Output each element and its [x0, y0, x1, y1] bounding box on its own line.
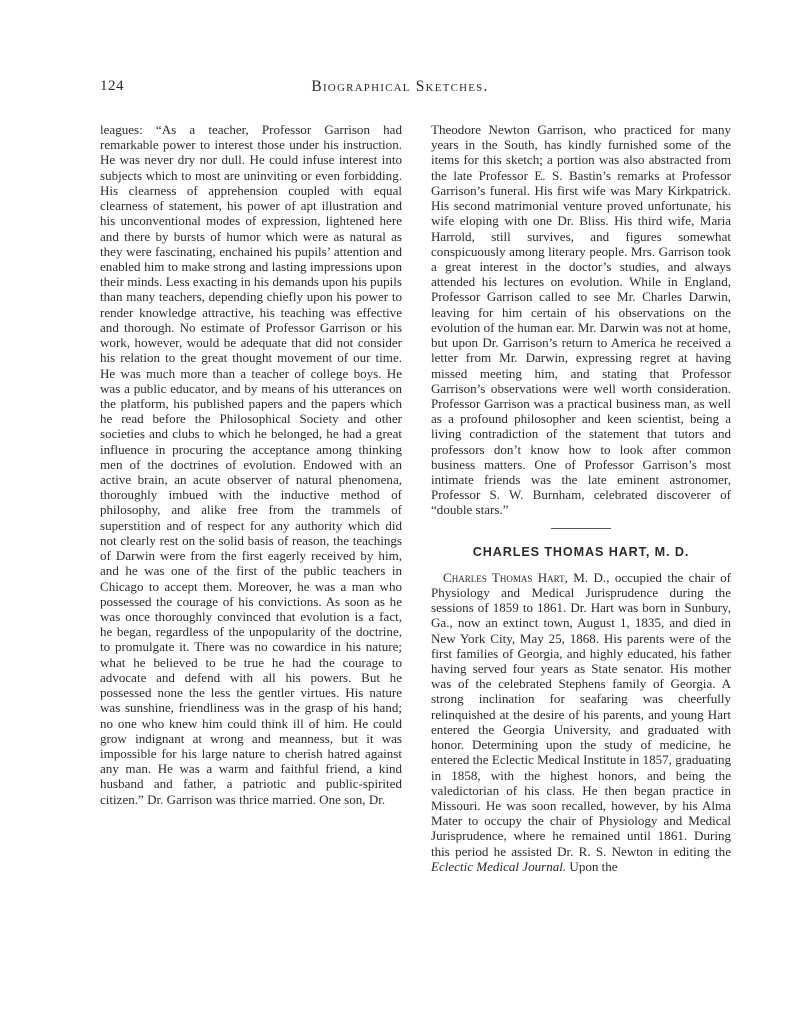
- left-column: [100, 122, 402, 807]
- body-paragraph: [431, 570, 731, 874]
- paragraph-text: , M. D., occupied the chair of Physiology and Medical Jurisprudence during the sessions of 1859 to 1861. Dr. Hart was born in Sunbury, Ga., now an extinct town, August 1, 1835, and died in New York City, May 25, 1868. His parents were of the first families of Georgia, and highly educated, his father having served four years as State senator. His mother was of the celebrated Stephens family of Georgia. A strong inclination for seafaring was cheerfully relinquished at the desire of his parents, and young Hart entered the Georgia University, and graduated with honor. Determining upon the study of medicine, he entered the Eclectic Medical Institute in 1857, graduating in 1858, with the highest honors, and being the valedictorian of his class. He then began practice in Missouri. He was soon recalled, however, by his Alma Mater to occupy the chair of Physiology and Medical Jurisprudence, where he remained until 1861. During this period he assisted Dr. R. S. Newton in editing the: [431, 569, 731, 859]
- body-paragraph: leagues: “As a teacher, Professor Garrison had remarkable power to interest those under his instruction. He was never dry nor dull. He could infuse interest into subjects which to most are uninviting or even forbidding. His clearness of apprehension coupled with equal clearness of statement, his power of apt illustration and his unconventional modes of expression, lightened here and there by bursts of humor which were as natural as they were fascinating, enchained his pupils’ attention and enabled him to make strong and lasting impressions upon their minds. Less exacting in his demands upon his pupils than many teachers, depending chiefly upon his power to render knowledge attractive, his teaching was effective and thorough. No estimate of Professor Garrison or his work, however, would be adequate that did not consider his relation to the great thought movement of our time. He was much more than a teacher of college boys. He was a public educator, and by means of his utterances on the platform, his published papers and the papers which he read before the Philosophical Society and other societies and clubs to which he belonged, he had a great influence in procuring the acceptance among thinking men of the doctrines of evolution. Endowed with an active brain, an acute observer of natural phenomena, thoroughly imbued with the inductive method of philosophy, and alike free from the trammels of superstition and of respect for any authority which did not clearly rest on the solid basis of reason, the teachings of Darwin were from the first eagerly received by him, and he was one of the first of the public teachers in Chicago to accept them. Moreover, he was a man who possessed the courage of his convictions. As soon as he was once thoroughly convinced that evolution is a fact, he began, regardless of the unpopularity of the doctrine, to promulgate it. There was no cowardice in his nature; what he believed to be true he had the courage to advocate and defend with all his powers. But he possessed none the less the gentler virtues. His nature was sunshine, friendliness was in the grasp of his hand; no one who knew him could think ill of him. He could grow indignant at wrong and meanness, but it was impossible for his large nature to cherish hatred against any man. He was a warm and faithful friend, a kind husband and father, a patriotic and public-spirited citizen.” Dr. Garrison was thrice married. One son, Dr.: [100, 122, 402, 807]
- running-head: [0, 78, 800, 102]
- paragraph-text-tail: Upon the: [566, 858, 618, 874]
- running-title: Biographical Sketches.: [311, 78, 489, 95]
- page-number: 124: [100, 78, 124, 94]
- section-divider: [551, 528, 611, 529]
- journal-title: Eclectic Medical Journal.: [431, 858, 567, 874]
- body-paragraph: Theodore Newton Garrison, who practiced for many years in the South, has kindly furnished some of the items for this sketch; a portion was also abstracted from the late Professor E. S. Bastin’s remarks at Professor Garrison’s funeral. His first wife was Mary Kirkpatrick. His second matrimonial venture proved unfortunate, his wife eloping with one Dr. Bliss. His third wife, Maria Harrold, still survives, and figures somewhat conspicuously among literary people. Mrs. Garrison took a great interest in the doctor’s studies, and always attended his lectures on evolution. While in England, Professor Garrison called to see Mr. Charles Darwin, leaving for him certain of his observations on the evolution of the human ear. Mr. Darwin was not at home, but upon Dr. Garrison’s return to America he received a letter from Mr. Darwin, expressing regret at having missed meeting him, and stating that Professor Garrison’s observations were well worth consideration. Professor Garrison was a practical business man, as well as a profound philosopher and keen scientist, being a living contradiction of the statement that tutors and professors don’t know how to look after common business matters. One of Professor Garrison’s most intimate friends was the late eminent astronomer, Professor S. W. Burnham, celebrated discoverer of “double stars.”: [431, 122, 731, 518]
- right-column: [431, 122, 731, 874]
- section-heading: CHARLES THOMAS HART, M. D.: [472, 544, 690, 559]
- subject-name: Charles Thomas Hart: [443, 569, 565, 585]
